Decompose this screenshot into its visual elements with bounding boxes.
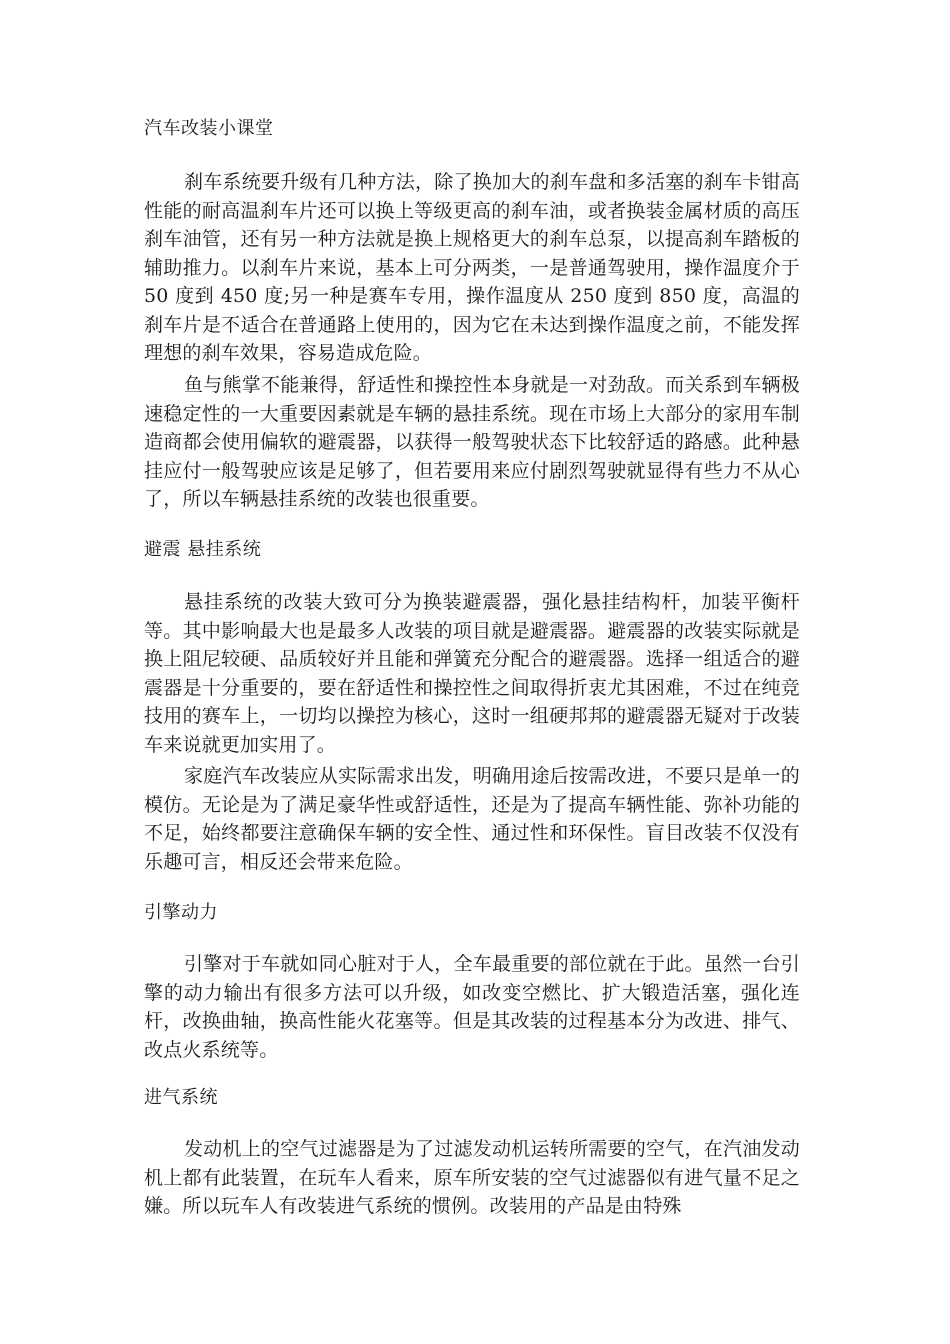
section-heading-engine: 引擎动力 bbox=[144, 902, 218, 923]
paragraph-shock-absorbers: 悬挂系统的改装大致可分为换装避震器，强化悬挂结构杆，加装平衡杆等。其中影响最大也是最多人改装的项目就是避震器。避震器的改装实际就是换上阻尼较硬、品质较好并且能和弹簧充分配合的避震器。选择一组适合的避震器是十分重要的，要在舒适性和操控性之间取得折衷尤其困难，不过在纯竞技用的赛车上，一切均以操控为核心，这时一组硬邦邦的避震器无疑对于改装车来说就更加实用了。 bbox=[144, 591, 800, 756]
document-title: 汽车改装小课堂 bbox=[144, 118, 274, 139]
paragraph-intake-system: 发动机上的空气过滤器是为了过滤发动机运转所需要的空气，在汽油发动机上都有此装置，在玩车人看来，原车所安装的空气过滤器似有进气量不足之嫌。所以玩车人有改装进气系统的惯例。改装用的产品是由特殊 bbox=[144, 1138, 800, 1217]
section-heading-suspension: 避震 悬挂系统 bbox=[144, 539, 262, 560]
section-heading-intake: 进气系统 bbox=[144, 1087, 218, 1108]
paragraph-engine-power: 引擎对于车就如同心脏对于人，全车最重要的部位就在于此。虽然一台引擎的动力输出有很多方法可以升级，如改变空燃比、扩大锻造活塞，强化连杆，改换曲轴，换高性能火花塞等。但是其改装的过程基本分为改进、排气、改点火系统等。 bbox=[144, 953, 800, 1061]
paragraph-family-modification: 家庭汽车改装应从实际需求出发，明确用途后按需改进，不要只是单一的模仿。无论是为了满足豪华性或舒适性，还是为了提高车辆性能、弥补功能的不足，始终都要注意确保车辆的安全性、通过性和环保性。盲目改装不仅没有乐趣可言，相反还会带来危险。 bbox=[144, 765, 800, 873]
paragraph-suspension-comfort: 鱼与熊掌不能兼得，舒适性和操控性本身就是一对劲敌。而关系到车辆极速稳定性的一大重要因素就是车辆的悬挂系统。现在市场上大部分的家用车制造商都会使用偏软的避震器，以获得一般驾驶状态下比较舒适的路感。此种悬挂应付一般驾驶应该是足够了，但若要用来应付剧烈驾驶就显得有些力不从心了，所以车辆悬挂系统的改装也很重要。 bbox=[144, 374, 800, 510]
paragraph-brake-system: 刹车系统要升级有几种方法，除了换加大的刹车盘和多活塞的刹车卡钳高性能的耐高温刹车片还可以换上等级更高的刹车油，或者换装金属材质的高压刹车油管，还有另一种方法就是换上规格更大的刹车总泵，以提高刹车踏板的辅助推力。以刹车片来说，基本上可分两类，一是普通驾驶用，操作温度介于 50 度到 450 度;另一种是赛车专用，操作温度从 250 度到 850 度，高温的刹车片是不适合在普通路上使用的，因为它在未达到操作温度之前，不能发挥理想的刹车效果，容易造成危险。 bbox=[144, 171, 800, 364]
